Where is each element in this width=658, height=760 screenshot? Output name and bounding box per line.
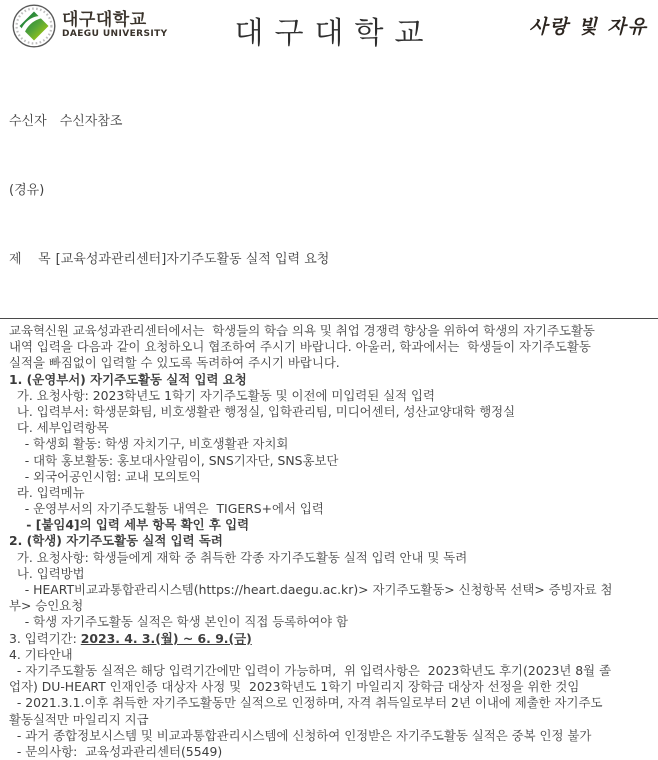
doc-text: - 학생회 활동: 학생 자치기구, 비호생활관 자치회	[9, 436, 289, 452]
entry-period-line	[9, 631, 658, 647]
doc-text: 부> 승인요청	[9, 598, 84, 614]
doc-text: - 2021.3.1.이후 취득한 자기주도활동만 실적으로 인정하며, 자격 취득일로부터 2년 이내에 제출한 자기주도	[9, 695, 603, 711]
doc-line	[9, 550, 658, 566]
logo-korean-name: 대구대학교	[62, 10, 147, 31]
doc-line	[9, 614, 658, 630]
doc-text: 교육혁신원 교육성과관리센터에서는 학생들의 학습 의욕 및 취업 경쟁력 향상을 위하여 학생의 자기주도활동	[9, 323, 595, 338]
doc-text: 나. 입력방법	[9, 565, 85, 581]
subject-line	[9, 248, 658, 271]
logo-wordmark	[62, 12, 168, 39]
subject-value: [교육성과관리센터]자기주도활동 실적 입력 요청	[55, 252, 330, 267]
university-logo	[12, 4, 168, 48]
university-seal-icon	[12, 4, 56, 48]
doc-line	[9, 728, 658, 744]
document-body	[0, 319, 658, 760]
doc-text: - [붙임4]의 입력 세부 항목 확인 후 입력	[9, 517, 250, 533]
letterhead	[0, 0, 658, 56]
doc-text: 나. 입력부서: 학생문화팀, 비호생활관 행정실, 입학관리팀, 미디어센터, 성산교양대학 행정실	[9, 403, 516, 419]
doc-line	[9, 582, 658, 598]
doc-text: 가. 요청사항: 2023학년도 1학기 자기주도활동 및 이전에 미입력된 실적 입력	[9, 387, 435, 403]
doc-text: 실적을 빠짐없이 입력할 수 있도록 독려하여 주시기 바랍니다.	[9, 355, 340, 371]
doc-text: 다. 세부입력항목	[9, 420, 109, 436]
doc-line	[9, 501, 658, 517]
doc-line	[9, 517, 658, 533]
doc-text: 4. 기타안내	[9, 646, 73, 662]
doc-line	[9, 388, 658, 404]
recipient-label: 수신자	[9, 114, 47, 129]
doc-line	[9, 712, 658, 728]
doc-text: - 학생 자기주도활동 실적은 학생 본인이 직접 등록하여야 함	[9, 614, 348, 630]
doc-line	[9, 695, 658, 711]
doc-line	[9, 598, 658, 614]
doc-text: - 과거 종합정보시스템 및 비교과통합관리시스템에 신청하여 인정받은 자기주도활동 실적은 중복 인정 불가	[9, 727, 592, 743]
doc-text: 활동실적만 마일리지 지급	[9, 711, 149, 727]
doc-line	[9, 663, 658, 679]
doc-text: 내역 입력을 다음과 같이 요청하오니 협조하여 주시기 바랍니다. 아울러, 학과에서는 학생들이 자기주도활동	[9, 339, 591, 355]
doc-line	[9, 404, 658, 420]
via-line: (경유)	[9, 183, 45, 198]
doc-line	[9, 323, 658, 339]
subject-label: 제 목	[9, 252, 51, 267]
doc-line	[9, 436, 658, 452]
doc-line	[9, 744, 658, 760]
doc-line	[9, 485, 658, 501]
doc-text: 업자) DU-HEART 인재인증 대상자 사정 및 2023학년도 1학기 마일리지 장학금 대상자 선정을 위한 것임	[9, 679, 580, 695]
doc-line	[9, 420, 658, 436]
entry-period-dates: 2023. 4. 3.(월) ~ 6. 9.(금)	[80, 630, 252, 646]
logo-english-name: DAEGU UNIVERSITY	[62, 29, 168, 40]
doc-text: 3. 입력기간:	[9, 630, 81, 646]
doc-text: 1. (운영부서) 자기주도활동 실적 입력 요청	[9, 371, 247, 387]
section-2-heading	[9, 533, 658, 549]
page-title: 대구대학교	[234, 16, 435, 51]
section-1-heading	[9, 372, 658, 388]
recipient-block	[0, 56, 658, 317]
doc-line	[9, 355, 658, 371]
doc-line	[9, 453, 658, 469]
doc-text: 라. 입력메뉴	[9, 484, 85, 500]
recipient-value: 수신자참조	[59, 114, 123, 129]
doc-line	[9, 339, 658, 355]
doc-text: - 대학 홍보활동: 홍보대사알림이, SNS기자단, SNS홍보단	[9, 452, 339, 468]
doc-text: - HEART비교과통합관리시스템(https://heart.daegu.ac.kr)> 자기주도활동> 신청항목 선택> 증빙자료 첨	[9, 582, 613, 597]
doc-line	[9, 469, 658, 485]
doc-text: - 자기주도활동 실적은 해당 입력기간에만 입력이 가능하며, 위 입력사항은 2023학년도 후기(2023년 8월 졸	[9, 662, 612, 678]
doc-line	[9, 566, 658, 582]
doc-text: 2. (학생) 자기주도활동 실적 입력 독려	[9, 533, 223, 549]
doc-text: - 운영부서의 자기주도활동 내역은 TIGERS+에서 입력	[9, 501, 324, 517]
doc-text: - 문의사항: 교육성과관리센터(5549)	[9, 743, 223, 759]
doc-line	[9, 647, 658, 663]
doc-line	[9, 679, 658, 695]
university-motto: 사랑 빛 자유	[529, 16, 648, 38]
recipient-line	[9, 110, 658, 133]
doc-text: 가. 요청사항: 학생들에게 재학 중 취득한 각종 자기주도활동 실적 입력 안내 및 독려	[9, 549, 468, 565]
doc-text: - 외국어공인시험: 교내 모의토익	[9, 468, 201, 484]
